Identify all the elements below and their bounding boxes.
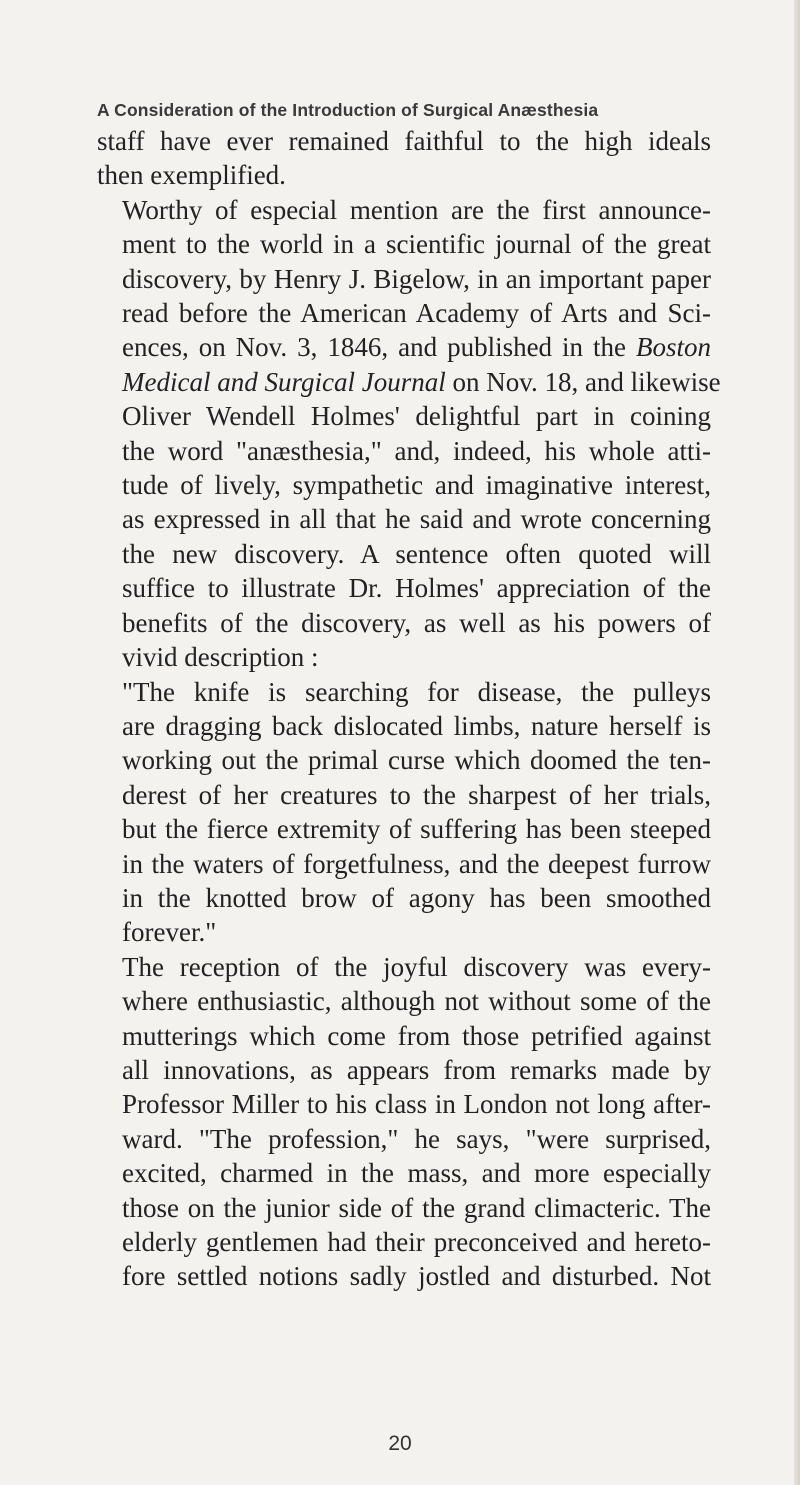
text-line: Oliver Wendell Holmes' delightful part in coining bbox=[122, 401, 711, 432]
text-line: then exemplified. bbox=[97, 160, 286, 191]
text-line: are dragging back dislocated limbs, nature herself is bbox=[122, 710, 711, 741]
text-line: The reception of the joyful discovery was every- bbox=[122, 951, 711, 982]
paragraph-2 bbox=[97, 193, 721, 675]
text-line: ment to the world in a scientific journal of the great bbox=[122, 229, 711, 260]
text-line: Professor Miller to his class in London not long after- bbox=[122, 1089, 711, 1120]
text-line: ward. "The profession," he says, "were surprised, bbox=[122, 1123, 711, 1154]
text-line: forever." bbox=[122, 917, 217, 948]
text-line: discovery, by Henry J. Bigelow, in an important paper bbox=[122, 263, 711, 294]
paragraph-quote bbox=[97, 675, 711, 950]
paragraph-1 bbox=[97, 124, 711, 193]
text-line: as expressed in all that he said and wrote concerning bbox=[122, 504, 711, 535]
text-line: staff have ever remained faithful to the high ideals bbox=[97, 126, 711, 156]
page-number: 20 bbox=[388, 1432, 412, 1455]
text-line: tude of lively, sympathetic and imaginative interest, bbox=[122, 470, 711, 501]
text-line: vivid description : bbox=[122, 642, 319, 673]
text-line: those on the junior side of the grand climacteric. The bbox=[122, 1192, 711, 1223]
text-line-journal-title: Medical and Surgical Journal on Nov. 18, and likewise bbox=[122, 366, 721, 397]
running-head: A Consideration of the Introduction of Surgical Anæsthesia bbox=[97, 100, 599, 120]
text-line: in the knotted brow of agony has been smoothed bbox=[122, 882, 711, 913]
page-edge-shadow bbox=[794, 0, 800, 1485]
text-line: suffice to illustrate Dr. Holmes' appreciation of the bbox=[122, 573, 711, 604]
text-line: fore settled notions sadly jostled and disturbed. Not bbox=[122, 1261, 711, 1292]
text-line: the word "anæsthesia," and, indeed, his whole atti- bbox=[122, 435, 711, 466]
text-line: elderly gentlemen had their preconceived and hereto- bbox=[122, 1227, 711, 1257]
text-line: "The knife is searching for disease, the pulleys bbox=[122, 676, 711, 707]
text-line: the new discovery. A sentence often quoted will bbox=[122, 538, 711, 569]
paragraph-4 bbox=[97, 950, 711, 1294]
text-line: working out the primal curse which doomed the ten- bbox=[122, 745, 711, 776]
text-line: in the waters of forgetfulness, and the deepest furrow bbox=[122, 848, 711, 879]
text-line: where enthusiastic, although not without some of the bbox=[122, 986, 711, 1017]
text-line: derest of her creatures to the sharpest of her trials, bbox=[122, 779, 711, 810]
text-line: benefits of the discovery, as well as his powers of bbox=[122, 607, 711, 638]
text-line: but the fierce extremity of suffering has been steeped bbox=[122, 814, 711, 845]
text-line: read before the American Academy of Arts and Sci- bbox=[122, 298, 711, 329]
text-line-boston-journal: ences, on Nov. 3, 1846, and published in the Boston bbox=[122, 332, 711, 363]
text-line: mutterings which come from those petrified against bbox=[122, 1020, 711, 1051]
text-line: Worthy of especial mention are the first announce- bbox=[122, 194, 711, 225]
body-text bbox=[97, 124, 721, 1294]
text-line: all innovations, as appears from remarks made by bbox=[122, 1054, 711, 1085]
text-line: excited, charmed in the mass, and more especially bbox=[122, 1158, 711, 1189]
